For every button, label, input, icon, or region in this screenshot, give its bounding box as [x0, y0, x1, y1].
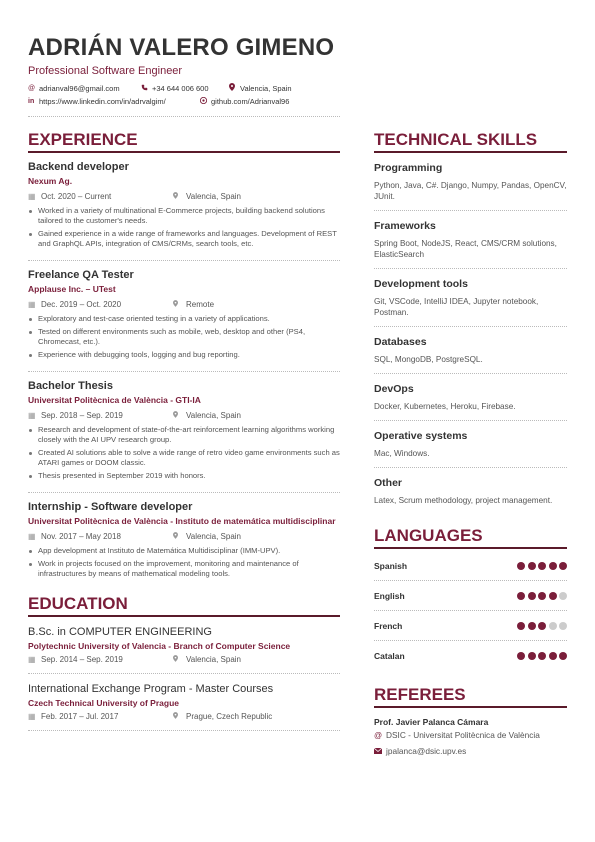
language-level-dots — [515, 652, 568, 660]
skill-group-name: Databases — [374, 336, 427, 348]
level-dot-filled — [528, 562, 536, 570]
entry-meta — [28, 531, 340, 542]
entry-title: B.Sc. in COMPUTER ENGINEERING — [28, 626, 212, 638]
calendar-icon: ▦ — [28, 300, 36, 309]
experience-entry — [28, 372, 340, 492]
skill-group-items: Python, Java, C#. Django, Numpy, Pandas, OpenCV, JUnit. — [374, 181, 567, 201]
level-dot-filled — [538, 592, 546, 600]
calendar-icon: ▦ — [28, 655, 36, 664]
level-dot-empty — [559, 592, 567, 600]
referee-entry — [374, 708, 567, 756]
entry-meta — [28, 654, 340, 665]
bullet-item: Thesis presented in September 2019 with honors. — [28, 471, 340, 481]
linkedin-text: https://www.linkedin.com/in/adrvalgim/ — [39, 96, 166, 106]
bullet-item: App development at Instituto de Matemática Multidisciplinar (IMM-UPV). — [28, 546, 340, 556]
experience-section-title: EXPERIENCE — [28, 130, 340, 153]
skill-group-name: Other — [374, 477, 403, 489]
entry-date: Feb. 2017 – Jul. 2017 — [41, 712, 119, 721]
entry-meta — [28, 711, 340, 722]
entry-meta — [28, 299, 340, 310]
entry-title: Bachelor Thesis — [28, 380, 113, 392]
level-dot-empty — [559, 622, 567, 630]
entry-organization: Polytechnic University of Valencia - Branch of Computer Science — [28, 641, 291, 651]
map-marker-icon — [173, 532, 186, 541]
skill-group-name: Frameworks — [374, 220, 436, 232]
entry-location: Prague, Czech Republic — [186, 712, 273, 721]
level-dot-filled — [528, 592, 536, 600]
calendar-icon: ▦ — [28, 712, 36, 721]
level-dot-filled — [559, 562, 567, 570]
entry-date: Sep. 2018 – Sep. 2019 — [41, 411, 123, 420]
experience-entry — [28, 153, 340, 260]
contact-row-2 — [28, 96, 568, 106]
experience-entry — [28, 493, 340, 590]
skill-group-name: Development tools — [374, 278, 468, 290]
resume-header — [28, 34, 568, 106]
language-level-dots — [515, 622, 568, 630]
referees-section-title: REFEREES — [374, 685, 567, 708]
level-dot-filled — [517, 592, 525, 600]
candidate-subtitle: Professional Software Engineer — [28, 65, 183, 77]
languages-section-title: LANGUAGES — [374, 526, 567, 549]
map-marker-icon — [173, 300, 186, 309]
bullet-item: Created AI solutions able to solve a wide range of retro video game environments such as ATARI games or DOOM classic. — [28, 448, 340, 468]
entry-meta — [28, 410, 340, 421]
experience-entry — [28, 261, 340, 371]
technical-skills-section-title: TECHNICAL SKILLS — [374, 130, 567, 153]
divider — [28, 730, 340, 731]
skill-group-name: DevOps — [374, 383, 414, 395]
referee-institution: DSIC - Universitat Politècnica de València — [386, 730, 540, 740]
contact-location — [229, 83, 292, 93]
skill-group — [374, 211, 567, 268]
github-icon — [200, 97, 211, 106]
entry-date: Nov. 2017 – May 2018 — [41, 532, 121, 541]
left-column — [28, 116, 340, 731]
language-name: Spanish — [374, 560, 408, 571]
contact-phone — [141, 84, 229, 93]
language-name: Catalan — [374, 650, 405, 661]
contact-linkedin[interactable] — [28, 97, 200, 106]
entry-location: Valencia, Spain — [186, 411, 241, 420]
entry-organization: Universitat Politècnica de València - GTI-IA — [28, 395, 201, 405]
skill-group-items: Spring Boot, NodeJS, React, CMS/CRM solutions, ElasticSearch — [374, 239, 557, 259]
level-dot-filled — [559, 652, 567, 660]
skill-group — [374, 153, 567, 210]
bullet-item: Research and development of state-of-the-art reinforcement learning algorithms working closely with the AI UPV research group. — [28, 425, 340, 445]
skill-group-items: Docker, Kubernetes, Heroku, Firebase. — [374, 402, 516, 411]
entry-location: Remote — [186, 300, 215, 309]
entry-title: Backend developer — [28, 161, 129, 173]
skill-group-items: Mac, Windows. — [374, 449, 430, 458]
skill-group-items: Latex, Scrum methodology, project management. — [374, 496, 553, 505]
map-marker-icon — [173, 192, 186, 201]
education-section-title: EDUCATION — [28, 594, 340, 617]
map-marker-icon — [173, 411, 186, 420]
contact-github[interactable] — [200, 97, 289, 106]
contact-row-1 — [28, 83, 568, 93]
bullet-item: Work in projects focused on the improvement, monitoring and maintenance of infrastructures by means of mathematical modeling tools. — [28, 559, 340, 579]
entry-bullets — [28, 546, 340, 579]
level-dot-filled — [528, 652, 536, 660]
entry-bullets — [28, 314, 340, 360]
github-text: github.com/Adrianval96 — [211, 96, 290, 106]
language-row — [374, 581, 567, 610]
bullet-item: Gained experience in a wide range of frameworks and languages. Development of REST and GraphQL APIs, integration of CMS/CRMs, search tools, etc. — [28, 229, 340, 249]
entry-location: Valencia, Spain — [186, 532, 241, 541]
language-level-dots — [515, 592, 568, 600]
map-marker-icon — [229, 83, 240, 93]
entry-organization: Universitat Politècnica de València - Instituto de matemática multidisciplinar — [28, 516, 336, 526]
language-level-dots — [515, 562, 568, 570]
skill-group-items: Git, VSCode, IntelliJ IDEA, Jupyter notebook, Postman. — [374, 297, 539, 317]
entry-title: Internship - Software developer — [28, 501, 193, 513]
entry-bullets — [28, 206, 340, 249]
skill-group — [374, 327, 567, 373]
level-dot-filled — [549, 652, 557, 660]
entry-organization: Nexum Ag. — [28, 176, 73, 186]
entry-date: Oct. 2020 – Current — [41, 192, 112, 201]
entry-meta — [28, 191, 340, 202]
entry-title: International Exchange Program - Master Courses — [28, 683, 274, 695]
language-name: English — [374, 590, 405, 601]
referee-name: Prof. Javier Palanca Cámara — [374, 717, 489, 727]
level-dot-filled — [528, 622, 536, 630]
entry-location: Valencia, Spain — [186, 192, 241, 201]
level-dot-filled — [549, 562, 557, 570]
calendar-icon: ▦ — [28, 532, 36, 541]
language-row — [374, 611, 567, 640]
level-dot-filled — [538, 652, 546, 660]
linkedin-icon: in — [28, 97, 35, 105]
level-dot-filled — [517, 652, 525, 660]
calendar-icon: ▦ — [28, 411, 36, 420]
education-entry — [28, 617, 340, 673]
map-marker-icon — [173, 655, 186, 664]
entry-title: Freelance QA Tester — [28, 269, 134, 281]
entry-date: Sep. 2014 – Sep. 2019 — [41, 655, 123, 664]
candidate-name: ADRIÁN VALERO GIMENO — [28, 34, 335, 61]
divider — [28, 116, 340, 117]
bullet-item: Experience with debugging tools, logging and bug reporting. — [28, 350, 340, 360]
at-icon: @ — [374, 730, 383, 740]
bullet-item: Worked in a variety of multinational E-Commerce projects, building backend solutions tailored to the customer's needs. — [28, 206, 340, 226]
entry-date: Dec. 2019 – Oct. 2020 — [41, 300, 122, 309]
level-dot-filled — [549, 592, 557, 600]
entry-bullets — [28, 425, 340, 481]
language-name: French — [374, 620, 403, 631]
referee-institution-line — [374, 730, 567, 740]
calendar-icon: ▦ — [28, 192, 36, 201]
skill-group-items: SQL, MongoDB, PostgreSQL. — [374, 355, 483, 364]
skill-group — [374, 468, 567, 514]
referee-email: jpalanca@dsic.upv.es — [386, 746, 467, 756]
location-text: Valencia, Spain — [240, 83, 292, 93]
level-dot-empty — [549, 622, 557, 630]
map-marker-icon — [173, 712, 186, 721]
skill-group-name: Operative systems — [374, 430, 468, 442]
envelope-icon — [374, 747, 386, 756]
entry-location: Valencia, Spain — [186, 655, 241, 664]
level-dot-filled — [517, 562, 525, 570]
referee-email-line[interactable] — [374, 746, 567, 756]
level-dot-filled — [538, 562, 546, 570]
email-text: adrianval96@gmail.com — [39, 83, 120, 93]
at-icon: @ — [28, 84, 36, 92]
education-entry — [28, 674, 340, 730]
right-column — [374, 116, 567, 756]
phone-icon — [141, 84, 152, 93]
level-dot-filled — [517, 622, 525, 630]
bullet-item: Tested on different environments such as mobile, web, desktop and other (PS4, Chromecast, etc.). — [28, 327, 340, 347]
skill-group — [374, 374, 567, 420]
skill-group — [374, 269, 567, 326]
entry-organization: Applause Inc. – UTest — [28, 284, 116, 294]
bullet-item: Exploratory and test-case oriented testing in a variety of applications. — [28, 314, 340, 324]
skill-group — [374, 421, 567, 467]
level-dot-filled — [538, 622, 546, 630]
phone-text: +34 644 006 600 — [152, 83, 209, 93]
language-row — [374, 551, 567, 580]
contact-email[interactable] — [28, 84, 141, 93]
entry-organization: Czech Technical University of Prague — [28, 698, 179, 708]
language-row — [374, 641, 567, 670]
skill-group-name: Programming — [374, 162, 443, 174]
